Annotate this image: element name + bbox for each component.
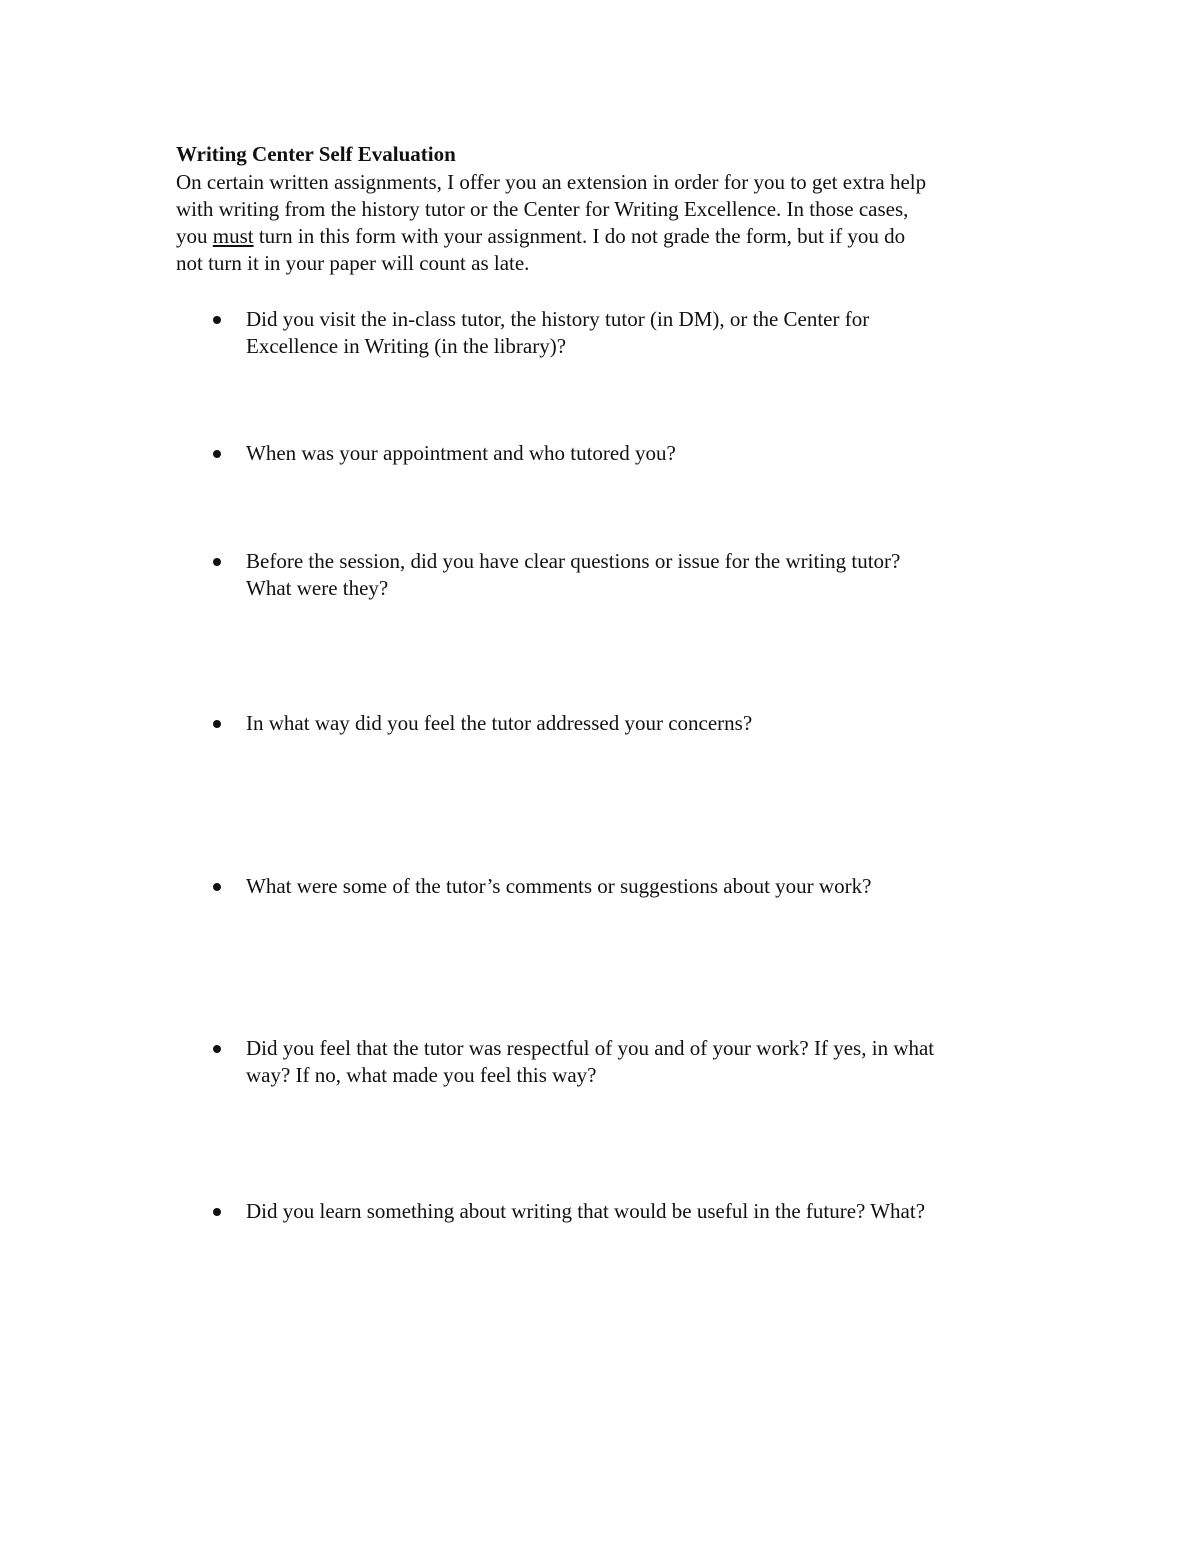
question-text xyxy=(246,1035,1036,1089)
question-text xyxy=(246,306,1036,360)
bullet-icon xyxy=(210,873,224,900)
bullet-icon xyxy=(210,710,224,737)
intro-text: turn in this form with your assignment. I do not grade the form, but if you do xyxy=(253,224,906,248)
question-line: Before the session, did you have clear questions or issue for the writing tutor? xyxy=(246,549,901,573)
bullet-icon xyxy=(210,1198,224,1225)
emphasized-word: must xyxy=(212,224,254,248)
bullet-icon xyxy=(210,548,224,575)
question-line: Excellence in Writing (in the library)? xyxy=(246,334,567,358)
question-line: What were some of the tutor’s comments or suggestions about your work? xyxy=(246,874,872,898)
question-line: Did you learn something about writing that would be useful in the future? What? xyxy=(246,1199,926,1223)
question-text xyxy=(246,1198,1036,1225)
question-line: Did you feel that the tutor was respectful of you and of your work? If yes, in what xyxy=(246,1036,935,1060)
bullet-icon xyxy=(210,440,224,467)
intro-line xyxy=(176,223,1036,250)
intro-text: you xyxy=(176,224,213,248)
intro-line: not turn it in your paper will count as late. xyxy=(176,251,530,275)
question-line: In what way did you feel the tutor addressed your concerns? xyxy=(246,711,753,735)
question-text xyxy=(246,873,1036,900)
question-text xyxy=(246,548,1036,602)
question-line: way? If no, what made you feel this way? xyxy=(246,1063,597,1087)
question-line: What were they? xyxy=(246,576,389,600)
intro-line: with writing from the history tutor or the Center for Writing Excellence. In those cases, xyxy=(176,197,909,221)
question-line: When was your appointment and who tutored you? xyxy=(246,441,676,465)
intro-paragraph xyxy=(176,169,1036,277)
question-text xyxy=(246,710,1036,737)
intro-line: On certain written assignments, I offer you an extension in order for you to get extra help xyxy=(176,170,927,194)
question-line: Did you visit the in-class tutor, the history tutor (in DM), or the Center for xyxy=(246,307,870,331)
bullet-icon xyxy=(210,1035,224,1062)
bullet-icon xyxy=(210,306,224,333)
document-title: Writing Center Self Evaluation xyxy=(176,142,456,166)
question-text xyxy=(246,440,1036,467)
